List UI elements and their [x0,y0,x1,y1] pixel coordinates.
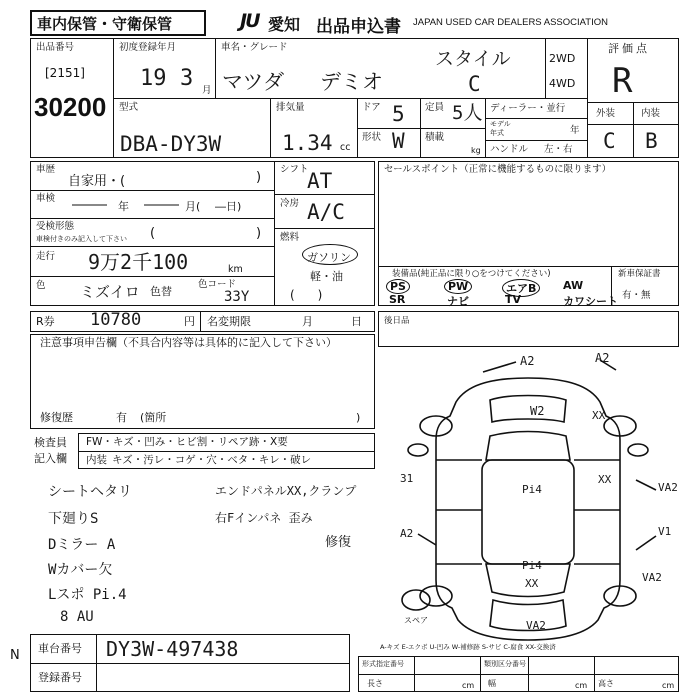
rename-month: 月 [302,315,313,328]
load-unit: kg [471,146,481,155]
doors-value: 5 [392,102,405,126]
damage-mark-front-left: A2 [520,354,535,368]
equipment-item: カワシート [563,295,618,308]
repair-close: ) [356,411,361,424]
fuel-label: 燃料 [280,232,300,243]
inspection-year-label: 年 [118,200,129,213]
displacement-value: 1.34 [282,131,333,155]
chassis-label: 車台番号 [38,642,82,655]
damage-mark-roof: Pi4 [522,483,542,496]
displacement-unit: cc [340,142,351,153]
repair-place: (箇所 [140,411,167,424]
fuel-paren: ( ) [290,288,323,302]
inspection-day: ―日) [215,200,242,213]
damage-mark-right-side: VA2 [658,481,678,494]
model-year-label-1: モデル [490,120,511,128]
damage-mark-right-rear: V1 [658,525,672,538]
vehicle-grade: スタイル [435,48,511,70]
reg-number-label: 登録番号 [38,671,82,684]
usage-close: ) [256,170,262,185]
form-number-label: 形式指定番号 [362,660,404,668]
cooling-value: A/C [307,200,345,224]
damage-mark-right-door: XX [598,473,612,486]
damage-mark-windshield: W2 [530,404,545,418]
inspection-label: 車検 [36,193,56,204]
transfer-note: 車検付きのみ記入して下さい [36,235,127,243]
handle-value: 左・右 [544,144,573,155]
capacity-value: 5人 [452,102,483,124]
lot-label: 出品番号 [36,42,75,53]
warranty-value: 有・無 [622,290,651,301]
damage-mark-rear-right: VA2 [642,571,662,584]
lot-sub-number: [2151] [45,66,85,80]
equipment-item: AW [563,279,584,292]
inspector-line-2: キズ・汚レ・コゲ・穴・ベタ・キレ・破レ [112,454,312,466]
mileage-unit: km [228,264,243,275]
cooling-label: 冷房 [280,198,300,209]
notes-label: 注意事項申告欄（不具合内容等は具体的に記入して下さい） [40,336,337,349]
recycle-label: R券 [36,315,55,328]
side-mark: N [10,648,20,663]
color-label: 色 [36,280,46,291]
recycle-value: 10780 [90,310,142,330]
lot-number: 30200 [34,92,107,122]
handle-label: ハンドル [490,144,529,155]
spare-label: スペア [404,616,428,625]
recycle-box [30,311,375,332]
drive-4wd: 4WD [549,77,576,90]
handwritten-note-6: 8 AU [60,609,94,625]
exterior-grade: C [603,129,616,153]
recycle-unit: 円 [184,315,195,328]
fuel-gas: ガソリン [307,251,351,264]
equipment-item: TV [505,293,522,306]
inspection-dash-month: ― [144,197,179,213]
rename-day: 日 [351,315,362,328]
height-label: 高さ [598,679,614,688]
inspector-label-1: 検査員 [34,436,67,449]
mileage-label: 走行 [36,251,56,262]
vehicle-maker: マツダ [222,70,285,94]
vehicle-model: デミオ [320,70,383,94]
later-docs-label: 後日品 [384,316,410,326]
handwritten-note-5: Lスポ Pi.4 [48,587,127,603]
type-label: 型式 [119,102,139,113]
shift-label: シフト [280,164,309,175]
handwritten-note-3: Dミラー A [48,537,116,553]
usage-value: 自家用・( [68,174,126,189]
mileage-value: 9万2千100 [88,250,189,274]
damage-mark-fender: XX [592,409,606,422]
equipment-item: エアB [502,279,540,297]
shift-value: AT [307,169,333,193]
inspector-line-1: FW・キズ・凹み・ヒビ割・リペア跡・X要 [86,436,288,448]
equipment-grid [380,279,618,308]
repair-value: 有 [116,411,127,424]
diagram-legend: A-キズ E-エクボ U-凹み W-補修跡 S-サビ C-腐食 XX-交換済 [380,643,556,651]
damage-mark-left-rear: A2 [400,527,414,540]
inspector-interior-label: 内装 [86,454,107,466]
type-value: DBA-DY3W [120,132,222,156]
brand-logo: JU [240,10,259,32]
brand-name: 愛知 [268,15,301,34]
dealer-label: ディーラー・並行 [490,103,566,114]
fuel-gas-circle [302,244,358,265]
handwritten-note-2: 下廻りS [48,511,99,527]
inspection-month-label: 月( [185,200,201,213]
handwritten-note-7: エンドパネルXX,クランプ [215,484,357,498]
form-title: 出品申込書 [316,17,401,37]
registration-year: 19 [140,66,167,91]
equipment-item: ナビ [447,295,469,308]
vehicle-name-label: 車名・グレード [221,42,288,53]
inspector-label-2: 記入欄 [34,452,67,465]
damage-mark-rear-bumper: VA2 [526,619,546,632]
shape-value: W [392,129,405,153]
later-docs-box [378,311,679,347]
capacity-label: 定員 [425,102,445,113]
repair-label: 修復歴 [40,411,73,424]
doors-label: ドア [362,102,381,113]
shape-label: 形状 [362,132,382,143]
chassis-value: DY3W-497438 [106,637,239,661]
repaint-label: 色替 [150,285,172,298]
color-code-label: 色コード [198,279,237,290]
storage-label: 車内保管・守衛保管 [37,15,173,33]
registration-label: 初度登録年月 [119,42,177,53]
equipment-label: 装備品(純正品に限り○をつけてください) [392,269,551,279]
handwritten-note-1: シートヘタリ [48,484,132,500]
length-unit: cm [462,681,475,690]
transfer-paren-close: ) [256,226,262,241]
exterior-label: 外装 [596,108,616,119]
load-label: 積載 [425,132,445,143]
inspection-dash-year: ― [72,197,107,213]
drive-2wd: 2WD [549,52,576,65]
handwritten-note-4: Wカバー欠 [48,562,113,578]
interior-label: 内装 [641,108,661,119]
rename-label: 名変期限 [207,315,251,328]
transfer-paren-open: ( [150,226,156,241]
damage-mark-left-side: 31 [400,472,414,485]
damage-mark-front-right: A2 [595,351,610,365]
displacement-label: 排気量 [276,102,305,113]
interior-grade: B [645,129,658,153]
width-label: 幅 [488,679,496,688]
evaluation-label: 評価点 [608,42,650,55]
color-value: ミズイロ [80,283,140,301]
length-label: 長さ [367,679,383,688]
handwritten-note-8: 右Fインパネ 歪み [215,511,313,525]
handwritten-note-9: 修復 [325,535,352,550]
equipment-item: SR [389,293,406,306]
car-damage-diagram [378,350,679,655]
equipment-item: PW [444,279,472,294]
association-name: JAPAN USED CAR DEALERS ASSOCIATION [413,17,608,28]
category-number-label: 類別区分番号 [484,660,526,668]
warranty-label: 新車保証書 [618,269,661,279]
fuel-light: 軽・油 [310,270,343,283]
color-code-value: 33Y [224,289,250,305]
height-unit: cm [662,681,675,690]
damage-mark-trunk: Pi4 [522,559,542,572]
sales-point-label: セールスポイント（正常に機能するものに限ります） [384,164,612,175]
equipment-item: PS [386,279,410,294]
model-year-unit: 年 [570,125,580,136]
transfer-label: 受検形態 [36,221,75,232]
vehicle-grade-suffix: C [468,72,481,96]
usage-label: 車歴 [36,164,56,175]
damage-mark-bumper: XX [525,577,539,590]
width-unit: cm [575,681,588,690]
evaluation-score: R [612,61,633,101]
registration-month: 3 [180,66,194,91]
registration-month-unit: 月 [202,85,212,96]
model-year-label-2: 年式 [490,129,504,137]
